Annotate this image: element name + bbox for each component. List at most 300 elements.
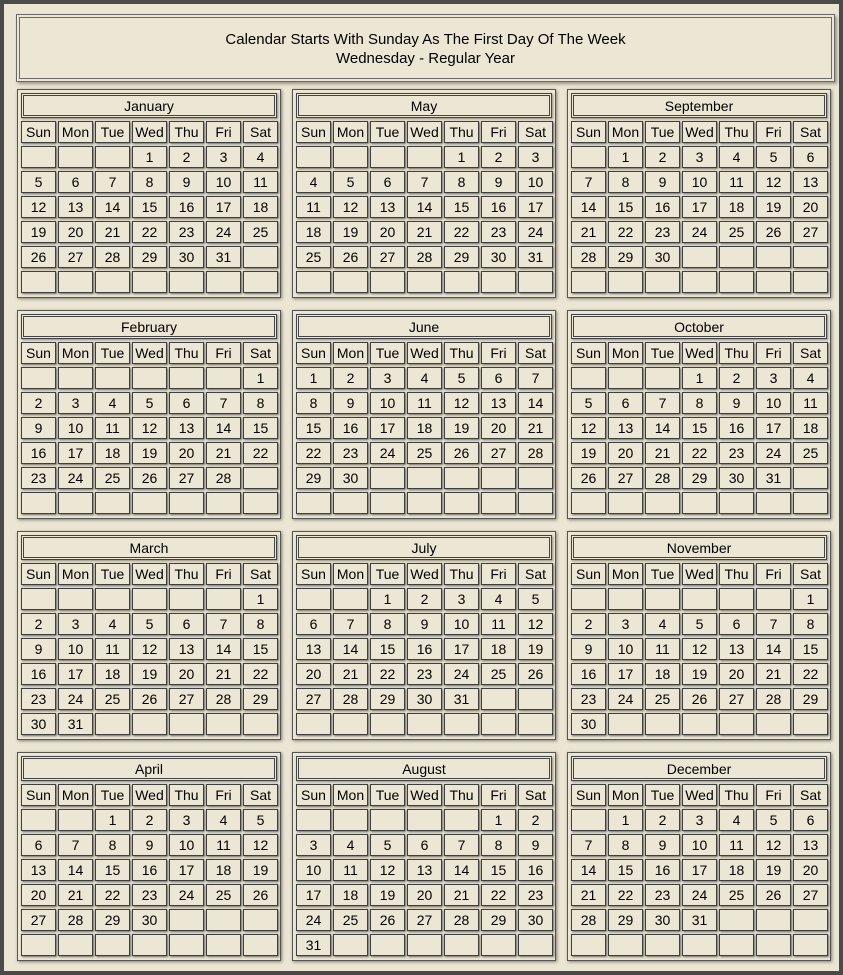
day-cell — [444, 809, 479, 831]
day-cell — [719, 934, 754, 956]
day-cell: 1 — [481, 809, 516, 831]
day-cell — [645, 271, 680, 293]
day-cell: 26 — [21, 246, 56, 268]
month-july — [292, 531, 556, 740]
day-cell — [682, 713, 717, 735]
weekday-header: Sat — [243, 563, 278, 585]
day-cell: 24 — [518, 221, 553, 243]
weekday-header: Wed — [407, 784, 442, 806]
day-cell: 7 — [333, 613, 368, 635]
day-cell: 3 — [58, 613, 93, 635]
day-cell: 6 — [608, 392, 643, 414]
day-cell — [518, 688, 553, 710]
day-cell: 25 — [793, 442, 828, 464]
day-cell: 6 — [481, 367, 516, 389]
day-cell: 4 — [719, 809, 754, 831]
weekday-header: Tue — [370, 342, 405, 364]
day-cell: 27 — [296, 688, 331, 710]
day-cell — [719, 909, 754, 931]
day-cell — [571, 588, 606, 610]
month-november — [567, 531, 831, 740]
weekday-header: Wed — [132, 784, 167, 806]
day-cell: 1 — [370, 588, 405, 610]
day-cell — [608, 271, 643, 293]
day-cell: 28 — [645, 467, 680, 489]
day-cell: 27 — [793, 221, 828, 243]
month-march — [17, 531, 281, 740]
month-title: February — [21, 314, 277, 339]
day-cell — [571, 146, 606, 168]
day-cell: 28 — [756, 688, 791, 710]
day-cell: 23 — [518, 884, 553, 906]
day-cell: 8 — [608, 834, 643, 856]
day-cell — [756, 588, 791, 610]
day-cell — [481, 713, 516, 735]
weekday-header: Fri — [206, 121, 241, 143]
day-cell: 25 — [719, 221, 754, 243]
day-cell: 3 — [518, 146, 553, 168]
weekday-header: Tue — [95, 784, 130, 806]
day-cell: 2 — [719, 367, 754, 389]
day-cell: 12 — [370, 859, 405, 881]
day-cell — [444, 934, 479, 956]
day-cell: 18 — [645, 663, 680, 685]
day-cell — [571, 367, 606, 389]
day-cell — [682, 246, 717, 268]
weekday-header: Thu — [719, 342, 754, 364]
day-cell — [243, 271, 278, 293]
weekday-header: Tue — [370, 784, 405, 806]
day-cell: 21 — [407, 221, 442, 243]
day-cell — [21, 492, 56, 514]
day-cell: 27 — [719, 688, 754, 710]
day-cell: 1 — [95, 809, 130, 831]
weekday-header: Sat — [793, 784, 828, 806]
month-june — [292, 310, 556, 519]
day-cell: 21 — [444, 884, 479, 906]
day-cell: 1 — [243, 588, 278, 610]
day-cell: 21 — [58, 884, 93, 906]
day-cell: 17 — [756, 417, 791, 439]
day-cell: 12 — [444, 392, 479, 414]
day-cell — [608, 713, 643, 735]
weekday-header: Thu — [719, 121, 754, 143]
day-cell: 24 — [370, 442, 405, 464]
weekday-header: Mon — [58, 342, 93, 364]
day-cell — [793, 246, 828, 268]
day-cell: 5 — [518, 588, 553, 610]
day-cell: 15 — [682, 417, 717, 439]
weekday-header: Sun — [571, 121, 606, 143]
day-cell: 17 — [58, 442, 93, 464]
day-cell: 19 — [444, 417, 479, 439]
day-cell: 5 — [682, 613, 717, 635]
day-cell: 17 — [682, 196, 717, 218]
day-cell: 21 — [206, 442, 241, 464]
day-cell: 13 — [608, 417, 643, 439]
day-cell: 28 — [407, 246, 442, 268]
weekday-header: Fri — [481, 121, 516, 143]
day-cell: 21 — [518, 417, 553, 439]
day-cell: 11 — [793, 392, 828, 414]
day-cell — [793, 713, 828, 735]
day-cell — [370, 271, 405, 293]
day-cell — [481, 492, 516, 514]
weekday-header: Tue — [645, 563, 680, 585]
weekday-header: Wed — [682, 563, 717, 585]
day-cell: 7 — [756, 613, 791, 635]
day-cell: 4 — [333, 834, 368, 856]
day-cell — [169, 271, 204, 293]
day-cell — [296, 588, 331, 610]
day-cell: 2 — [21, 613, 56, 635]
day-cell: 15 — [243, 417, 278, 439]
weekday-header: Fri — [756, 342, 791, 364]
day-cell: 25 — [407, 442, 442, 464]
weekday-header: Mon — [608, 563, 643, 585]
day-cell: 27 — [370, 246, 405, 268]
weekday-header: Fri — [756, 121, 791, 143]
day-cell: 29 — [793, 688, 828, 710]
day-cell: 11 — [481, 613, 516, 635]
day-cell: 4 — [407, 367, 442, 389]
day-cell: 22 — [608, 221, 643, 243]
day-cell: 22 — [370, 663, 405, 685]
weekday-header: Wed — [682, 342, 717, 364]
weekday-header: Wed — [132, 342, 167, 364]
day-cell: 2 — [645, 146, 680, 168]
day-cell — [333, 713, 368, 735]
day-cell: 18 — [95, 442, 130, 464]
day-cell: 19 — [756, 196, 791, 218]
day-cell — [444, 492, 479, 514]
day-cell: 3 — [444, 588, 479, 610]
day-cell: 19 — [518, 638, 553, 660]
day-cell — [58, 588, 93, 610]
day-cell — [333, 271, 368, 293]
day-cell: 2 — [333, 367, 368, 389]
weekday-header: Thu — [719, 563, 754, 585]
weekday-header: Thu — [169, 121, 204, 143]
month-title: August — [296, 756, 552, 781]
day-cell: 27 — [407, 909, 442, 931]
day-cell: 20 — [370, 221, 405, 243]
weekday-header: Fri — [481, 342, 516, 364]
day-cell: 17 — [608, 663, 643, 685]
day-cell — [756, 713, 791, 735]
day-cell: 9 — [132, 834, 167, 856]
day-cell: 27 — [58, 246, 93, 268]
weekday-header: Mon — [333, 342, 368, 364]
day-cell — [169, 492, 204, 514]
month-title: June — [296, 314, 552, 339]
day-cell — [296, 146, 331, 168]
day-cell: 13 — [407, 859, 442, 881]
day-cell — [206, 934, 241, 956]
day-cell: 30 — [645, 909, 680, 931]
day-cell: 24 — [58, 688, 93, 710]
day-cell: 24 — [682, 221, 717, 243]
day-cell: 13 — [370, 196, 405, 218]
day-cell — [407, 713, 442, 735]
day-cell — [444, 271, 479, 293]
day-cell: 10 — [169, 834, 204, 856]
day-cell: 27 — [793, 884, 828, 906]
day-cell: 3 — [682, 146, 717, 168]
day-cell: 22 — [243, 442, 278, 464]
day-cell — [682, 588, 717, 610]
month-title: December — [571, 756, 827, 781]
day-cell: 26 — [682, 688, 717, 710]
day-cell: 12 — [518, 613, 553, 635]
day-cell: 11 — [95, 417, 130, 439]
day-cell: 3 — [58, 392, 93, 414]
day-cell: 13 — [169, 417, 204, 439]
day-cell: 8 — [296, 392, 331, 414]
day-cell: 14 — [571, 196, 606, 218]
weekday-header: Sun — [571, 342, 606, 364]
day-cell — [243, 467, 278, 489]
day-cell — [95, 934, 130, 956]
calendar-header — [16, 14, 835, 82]
day-cell: 21 — [645, 442, 680, 464]
day-cell: 5 — [370, 834, 405, 856]
day-cell — [206, 588, 241, 610]
day-cell: 12 — [243, 834, 278, 856]
day-cell: 11 — [296, 196, 331, 218]
day-cell — [206, 271, 241, 293]
day-cell — [169, 909, 204, 931]
day-cell: 7 — [571, 834, 606, 856]
day-cell — [169, 588, 204, 610]
day-cell: 23 — [132, 884, 167, 906]
weekday-header: Fri — [206, 563, 241, 585]
day-cell: 17 — [370, 417, 405, 439]
day-cell: 21 — [571, 884, 606, 906]
weekday-header: Wed — [407, 342, 442, 364]
weekday-header: Fri — [481, 784, 516, 806]
day-cell — [58, 367, 93, 389]
month-august — [292, 752, 556, 961]
day-cell: 10 — [756, 392, 791, 414]
day-cell — [682, 934, 717, 956]
day-cell: 18 — [296, 221, 331, 243]
month-title: March — [21, 535, 277, 560]
day-cell — [370, 467, 405, 489]
day-cell: 22 — [793, 663, 828, 685]
day-cell: 18 — [206, 859, 241, 881]
day-cell: 27 — [169, 467, 204, 489]
day-cell: 14 — [444, 859, 479, 881]
day-cell: 2 — [21, 392, 56, 414]
day-cell — [571, 809, 606, 831]
weekday-header: Mon — [58, 563, 93, 585]
weekday-header: Sun — [296, 342, 331, 364]
day-cell: 5 — [444, 367, 479, 389]
day-cell: 14 — [756, 638, 791, 660]
day-cell: 3 — [206, 146, 241, 168]
day-cell: 6 — [370, 171, 405, 193]
day-cell — [645, 713, 680, 735]
day-cell: 9 — [481, 171, 516, 193]
day-cell: 11 — [243, 171, 278, 193]
month-title: April — [21, 756, 277, 781]
weekday-header: Sun — [571, 784, 606, 806]
day-cell: 26 — [132, 688, 167, 710]
day-cell — [719, 246, 754, 268]
day-cell — [793, 492, 828, 514]
day-cell — [132, 934, 167, 956]
day-cell: 16 — [645, 196, 680, 218]
day-cell: 29 — [296, 467, 331, 489]
day-cell: 10 — [370, 392, 405, 414]
weekday-header: Sun — [296, 563, 331, 585]
day-cell: 7 — [645, 392, 680, 414]
day-cell: 14 — [95, 196, 130, 218]
day-cell: 18 — [407, 417, 442, 439]
day-cell: 28 — [571, 909, 606, 931]
day-cell: 24 — [444, 663, 479, 685]
day-cell — [645, 492, 680, 514]
day-cell: 7 — [206, 392, 241, 414]
header-subtitle: Wednesday - Regular Year — [335, 50, 515, 67]
day-cell: 13 — [481, 392, 516, 414]
day-cell: 29 — [608, 246, 643, 268]
day-cell — [243, 934, 278, 956]
day-cell: 13 — [21, 859, 56, 881]
weekday-header: Thu — [444, 342, 479, 364]
day-cell: 25 — [95, 467, 130, 489]
day-cell: 16 — [169, 196, 204, 218]
day-cell: 9 — [645, 171, 680, 193]
weekday-header: Sat — [518, 121, 553, 143]
day-cell: 8 — [682, 392, 717, 414]
day-cell: 15 — [132, 196, 167, 218]
day-cell: 28 — [95, 246, 130, 268]
day-cell: 19 — [333, 221, 368, 243]
day-cell: 2 — [481, 146, 516, 168]
day-cell: 22 — [682, 442, 717, 464]
day-cell: 9 — [571, 638, 606, 660]
day-cell: 19 — [132, 663, 167, 685]
day-cell: 20 — [608, 442, 643, 464]
day-cell — [169, 934, 204, 956]
day-cell — [481, 467, 516, 489]
weekday-header: Mon — [608, 784, 643, 806]
weekday-header: Sun — [21, 563, 56, 585]
month-title: May — [296, 93, 552, 118]
day-cell: 19 — [370, 884, 405, 906]
day-cell: 24 — [169, 884, 204, 906]
day-cell — [645, 367, 680, 389]
day-cell: 4 — [719, 146, 754, 168]
day-cell: 8 — [243, 613, 278, 635]
day-cell: 20 — [296, 663, 331, 685]
day-cell: 22 — [608, 884, 643, 906]
day-cell: 12 — [21, 196, 56, 218]
day-cell: 25 — [481, 663, 516, 685]
day-cell: 2 — [645, 809, 680, 831]
day-cell — [407, 146, 442, 168]
weekday-header: Sat — [243, 784, 278, 806]
day-cell — [95, 146, 130, 168]
day-cell: 17 — [169, 859, 204, 881]
day-cell: 11 — [206, 834, 241, 856]
day-cell: 26 — [756, 221, 791, 243]
day-cell: 15 — [793, 638, 828, 660]
weekday-header: Tue — [645, 784, 680, 806]
day-cell: 6 — [407, 834, 442, 856]
day-cell: 9 — [719, 392, 754, 414]
day-cell — [296, 271, 331, 293]
day-cell: 9 — [21, 417, 56, 439]
day-cell: 7 — [407, 171, 442, 193]
month-december — [567, 752, 831, 961]
day-cell — [169, 367, 204, 389]
day-cell: 11 — [407, 392, 442, 414]
day-cell — [608, 934, 643, 956]
day-cell: 15 — [370, 638, 405, 660]
day-cell: 29 — [370, 688, 405, 710]
day-cell: 2 — [407, 588, 442, 610]
day-cell: 25 — [645, 688, 680, 710]
day-cell: 19 — [243, 859, 278, 881]
day-cell: 16 — [333, 417, 368, 439]
day-cell: 12 — [756, 834, 791, 856]
day-cell: 15 — [481, 859, 516, 881]
day-cell: 26 — [571, 467, 606, 489]
day-cell: 27 — [608, 467, 643, 489]
weekday-header: Mon — [608, 121, 643, 143]
day-cell — [481, 934, 516, 956]
day-cell: 25 — [296, 246, 331, 268]
day-cell: 2 — [571, 613, 606, 635]
day-cell: 4 — [95, 392, 130, 414]
day-cell: 30 — [518, 909, 553, 931]
day-cell: 1 — [793, 588, 828, 610]
day-cell: 28 — [518, 442, 553, 464]
day-cell: 20 — [407, 884, 442, 906]
day-cell: 24 — [682, 884, 717, 906]
weekday-header: Sun — [21, 121, 56, 143]
weekday-header: Mon — [58, 121, 93, 143]
day-cell: 6 — [793, 809, 828, 831]
day-cell: 27 — [481, 442, 516, 464]
day-cell: 30 — [407, 688, 442, 710]
weekday-header: Sun — [571, 563, 606, 585]
day-cell — [756, 246, 791, 268]
day-cell: 13 — [719, 638, 754, 660]
day-cell: 9 — [518, 834, 553, 856]
day-cell: 11 — [95, 638, 130, 660]
weekday-header: Sat — [793, 563, 828, 585]
day-cell: 17 — [206, 196, 241, 218]
day-cell: 1 — [296, 367, 331, 389]
day-cell: 23 — [333, 442, 368, 464]
day-cell: 31 — [296, 934, 331, 956]
day-cell — [793, 934, 828, 956]
weekday-header: Fri — [756, 563, 791, 585]
day-cell: 4 — [206, 809, 241, 831]
day-cell — [206, 367, 241, 389]
day-cell — [21, 367, 56, 389]
day-cell: 16 — [21, 442, 56, 464]
day-cell: 27 — [169, 688, 204, 710]
day-cell: 20 — [793, 196, 828, 218]
day-cell: 24 — [58, 467, 93, 489]
day-cell: 29 — [95, 909, 130, 931]
day-cell: 31 — [756, 467, 791, 489]
